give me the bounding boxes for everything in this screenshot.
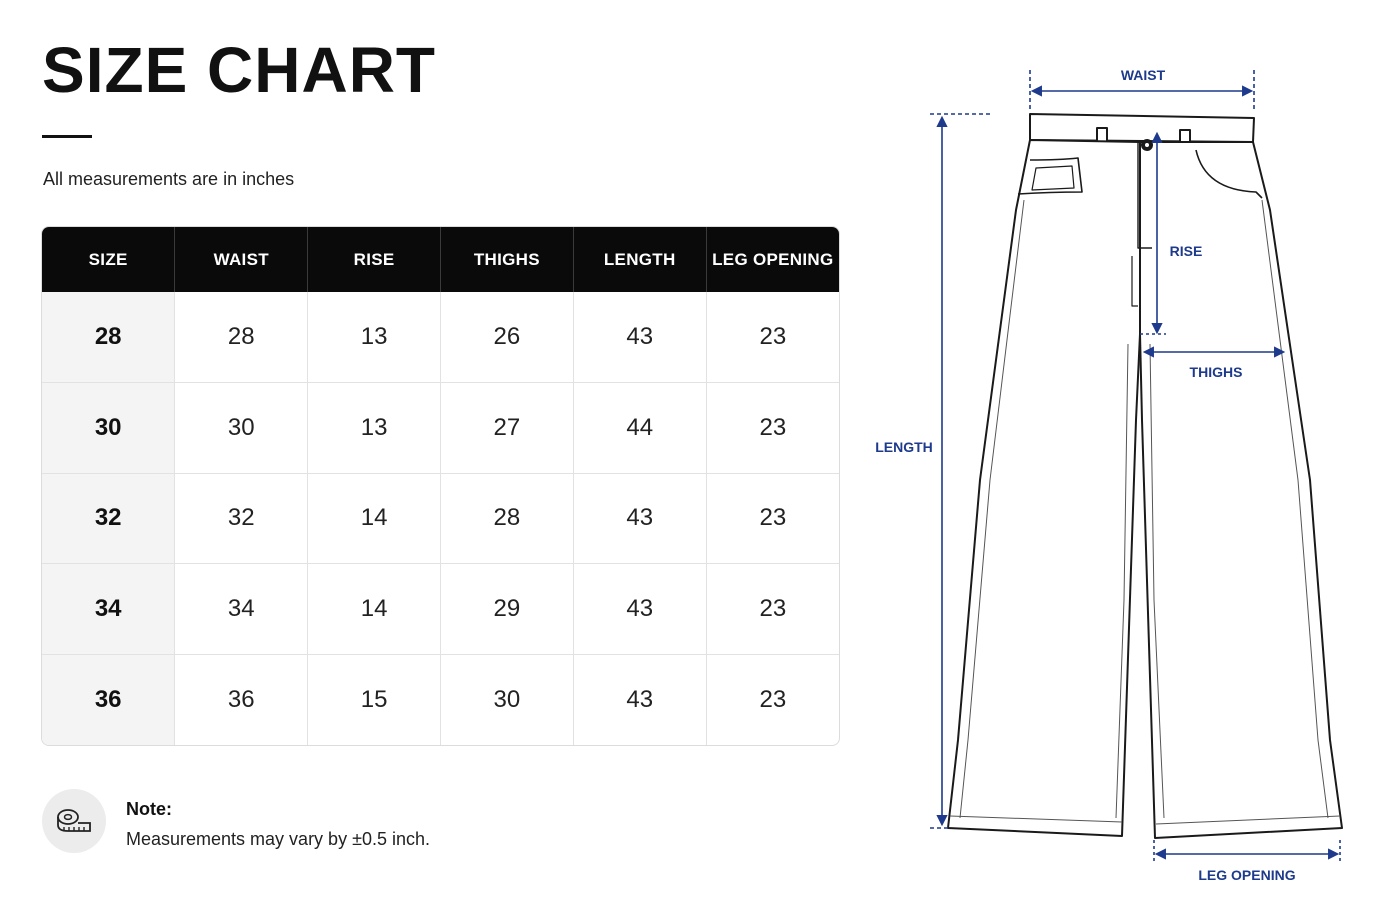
waist-label: WAIST [1120, 67, 1166, 83]
length-label: LENGTH [875, 439, 933, 455]
rise-cell: 15 [308, 654, 441, 745]
length-cell: 44 [573, 383, 706, 474]
waist-cell: 28 [175, 292, 308, 383]
thighs-cell: 27 [440, 383, 573, 474]
leg-opening-cell: 23 [706, 564, 839, 655]
rise-cell: 14 [308, 564, 441, 655]
thighs-label: THIGHS [1189, 364, 1243, 380]
size-cell: 28 [42, 292, 175, 383]
header-leg-opening: LEG OPENING [712, 249, 834, 269]
waist-cell: 30 [175, 383, 308, 474]
units-note: All measurements are in inches [43, 169, 295, 189]
note-text: Measurements may vary by ±0.5 inch. [126, 829, 430, 849]
length-cell: 43 [573, 292, 706, 383]
leg-opening-cell: 23 [759, 685, 787, 713]
waist-cell: 34 [175, 564, 308, 655]
thighs-cell: 30 [440, 654, 573, 745]
pants-illustration [948, 114, 1342, 838]
length-cell: 43 [573, 564, 706, 655]
rise-cell: 13 [308, 383, 441, 474]
size-cell: 36 [42, 654, 175, 745]
header-waist: WAIST [175, 227, 308, 292]
size-cell: 32 [42, 473, 175, 564]
header-length: LENGTH [573, 227, 706, 292]
leg-opening-label: LEG OPENING [1198, 867, 1296, 883]
note-title: Note: [126, 799, 172, 819]
size-cell: 30 [42, 383, 175, 474]
header-size: SIZE [42, 227, 175, 292]
header-rise: RISE [308, 227, 441, 292]
thighs-cell: 29 [440, 564, 573, 655]
size-cell: 34 [42, 564, 175, 655]
leg-opening-cell: 23 [706, 292, 839, 383]
thighs-cell: 26 [440, 292, 573, 383]
rise-cell: 14 [308, 473, 441, 564]
rise-label: RISE [1169, 243, 1203, 259]
page-title: SIZE CHART [42, 34, 436, 106]
waist-cell: 36 [175, 654, 308, 745]
rise-cell: 13 [308, 292, 441, 383]
thighs-cell: 28 [440, 473, 573, 564]
length-cell: 43 [573, 473, 706, 564]
leg-opening-cell: 23 [706, 473, 839, 564]
waist-cell: 32 [175, 473, 308, 564]
leg-opening-cell: 23 [706, 383, 839, 474]
header-thighs: THIGHS [440, 227, 573, 292]
length-cell: 43 [573, 654, 706, 745]
